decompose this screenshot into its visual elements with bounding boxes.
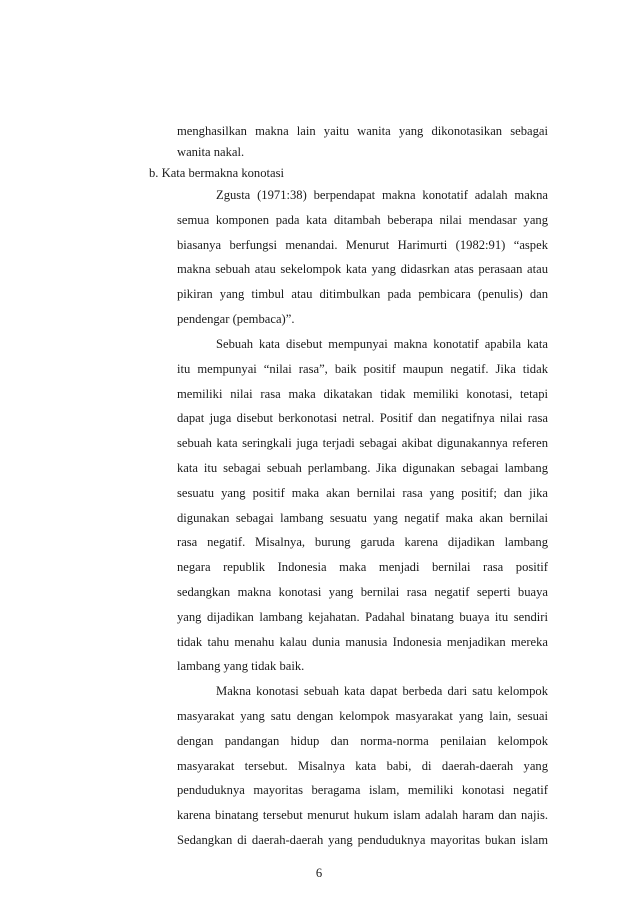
text-line: Sebuah kata disebut mempunyai makna konotatif apabila kata bbox=[216, 337, 548, 351]
text-line: semua komponen pada kata ditambah beberapa nilai mendasar yang bbox=[177, 213, 548, 227]
text-line: penduduknya mayoritas beragama islam, memiliki konotasi negatif bbox=[177, 783, 548, 797]
text-line: pendengar (pembaca)”. bbox=[177, 312, 295, 326]
text-line: masyarakat tersebut. Misalnya kata babi, di daerah-daerah yang bbox=[177, 759, 548, 773]
text-line: lambang yang tidak baik. bbox=[177, 659, 305, 673]
text-line: memiliki nilai rasa maka dikatakan tidak memiliki konotasi, tetapi bbox=[177, 387, 548, 401]
text-line: wanita nakal. bbox=[177, 145, 245, 159]
text-line: masyarakat yang satu dengan kelompok masyarakat yang lain, sesuai bbox=[177, 709, 548, 723]
text-line: sebuah kata seringkali juga terjadi sebagai akibat digunakannya referen bbox=[177, 436, 548, 450]
text-line: Zgusta (1971:38) berpendapat makna konotatif adalah makna bbox=[216, 188, 548, 202]
text-line: tidak tahu menahu kalau dunia manusia Indonesia menjadikan mereka bbox=[177, 635, 548, 649]
section-heading: b. Kata bermakna konotasi bbox=[149, 166, 284, 180]
text-line: menghasilkan makna lain yaitu wanita yang dikonotasikan sebagai bbox=[177, 124, 548, 138]
text-line: yang dijadikan lambang kejahatan. Padahal binatang buaya itu sendiri bbox=[177, 610, 548, 624]
page-number: 6 bbox=[315, 866, 323, 880]
text-line: sedangkan makna konotasi yang bernilai rasa negatif seperti buaya bbox=[177, 585, 548, 599]
text-line: karena binatang tersebut menurut hukum islam adalah haram dan najis. bbox=[177, 808, 548, 822]
text-line: itu mempunyai “nilai rasa”, baik positif maupun negatif. Jika tidak bbox=[177, 362, 548, 376]
text-line: Sedangkan di daerah-daerah yang penduduknya mayoritas bukan islam bbox=[177, 833, 548, 847]
text-line: rasa negatif. Misalnya, burung garuda karena dijadikan lambang bbox=[177, 535, 548, 549]
text-line: negara republik Indonesia maka menjadi bernilai rasa positif bbox=[177, 560, 548, 574]
text-line: sesuatu yang positif maka akan bernilai rasa yang positif; dan jika bbox=[177, 486, 548, 500]
text-line: kata itu sebagai sebuah perlambang. Jika digunakan sebagai lambang bbox=[177, 461, 548, 475]
text-line: dapat juga disebut berkonotasi netral. Positif dan negatifnya nilai rasa bbox=[177, 411, 548, 425]
text-line: Makna konotasi sebuah kata dapat berbeda dari satu kelompok bbox=[216, 684, 548, 698]
text-line: biasanya berfungsi menandai. Menurut Harimurti (1982:91) “aspek bbox=[177, 238, 548, 252]
text-line: pikiran yang timbul atau ditimbulkan pada pembicara (penulis) dan bbox=[177, 287, 548, 301]
text-line: makna sebuah atau sekelompok kata yang didasrkan atas perasaan atau bbox=[177, 262, 548, 276]
text-line: digunakan sebagai lambang sesuatu yang negatif maka akan bernilai bbox=[177, 511, 548, 525]
text-line: dengan pandangan hidup dan norma-norma penilaian kelompok bbox=[177, 734, 548, 748]
